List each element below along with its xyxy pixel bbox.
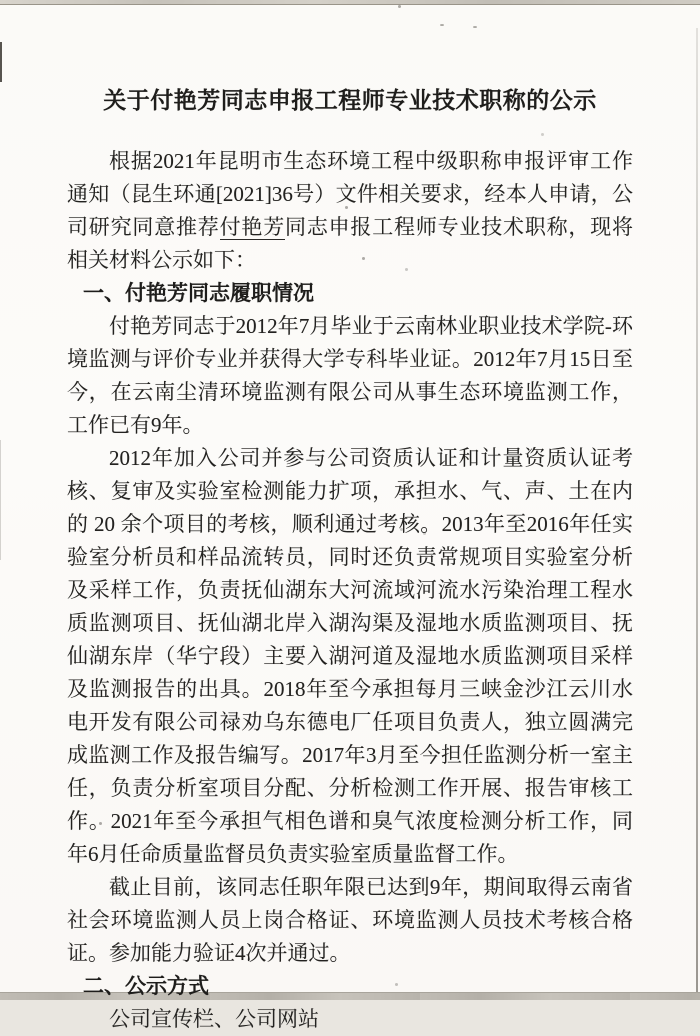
scan-speck	[541, 133, 544, 136]
document-title: 关于付艳芳同志申报工程师专业技术职称的公示	[103, 88, 597, 113]
section2-heading: 二、公示方式	[83, 974, 209, 998]
section1-paragraph-work-history: 2012年加入公司并参与公司资质认证和计量资质认证考核、复审及实验室检测能力扩项，承担水、气、声、土在内的 20 余个项目的考核，顺利通过考核。2013年至2016年任实验室分析员和样品流转员，同时还负责常规项目实验室分析及采样工作，负责抚仙湖东大河流域河流水污染治理工程水质监测项目、抚仙湖北岸入湖沟渠及湿地水质监测项目、抚仙湖东岸（华宁段）主要入湖河道及湿地水质监测项目采样及监测报告的出具。2018年至今承担每月三峡金沙江云川水电开发有限公司禄劝乌东德电厂任项目负责人，独立圆满完成监测工作及报告编写。2017年3月至今担任监测分析一室主任，负责分析室项目分配、分析检测工作开展、报告审核工作。2021年至今承担气相色谱和臭气浓度检测分析工作，同年6月任命质量监督员负责实验室质量监督工作。	[67, 446, 633, 866]
section1-paragraph-education: 付艳芳同志于2012年7月毕业于云南林业职业技术学院-环境监测与评价专业并获得大学专科毕业证。2012年7月15日至今，在云南尘清环境监测有限公司从事生态环境监测工作，工作已有9年。	[67, 314, 633, 437]
scan-edge-top	[0, 0, 700, 5]
scan-speck	[473, 26, 477, 28]
intro-text-after: 同志申报工程师专业技术职称，现将相关材料公示如下：	[67, 215, 634, 272]
document-body	[0, 145, 700, 1036]
scan-mark-left	[0, 42, 2, 82]
section2-content: 公司宣传栏、公司网站	[109, 1007, 319, 1031]
intro-paragraph	[67, 145, 633, 277]
section1-heading: 一、付艳芳同志履职情况	[83, 281, 314, 305]
section1-paragraph-qualifications: 截止目前，该同志任职年限已达到9年，期间取得云南省社会环境监测人员上岗合格证、环境监测人员技术考核合格证。参加能力验证4次并通过。	[67, 875, 633, 965]
scan-speck	[440, 24, 444, 26]
applicant-name: 付艳芳	[219, 215, 286, 239]
intro-text-before: 根据2021年昆明市生态环境工程中级职称申报评审工作通知（昆生环通[2021]36号）文件相关要求，经本人申请，公司研究同意推荐	[67, 149, 633, 239]
scan-speck	[398, 5, 401, 8]
